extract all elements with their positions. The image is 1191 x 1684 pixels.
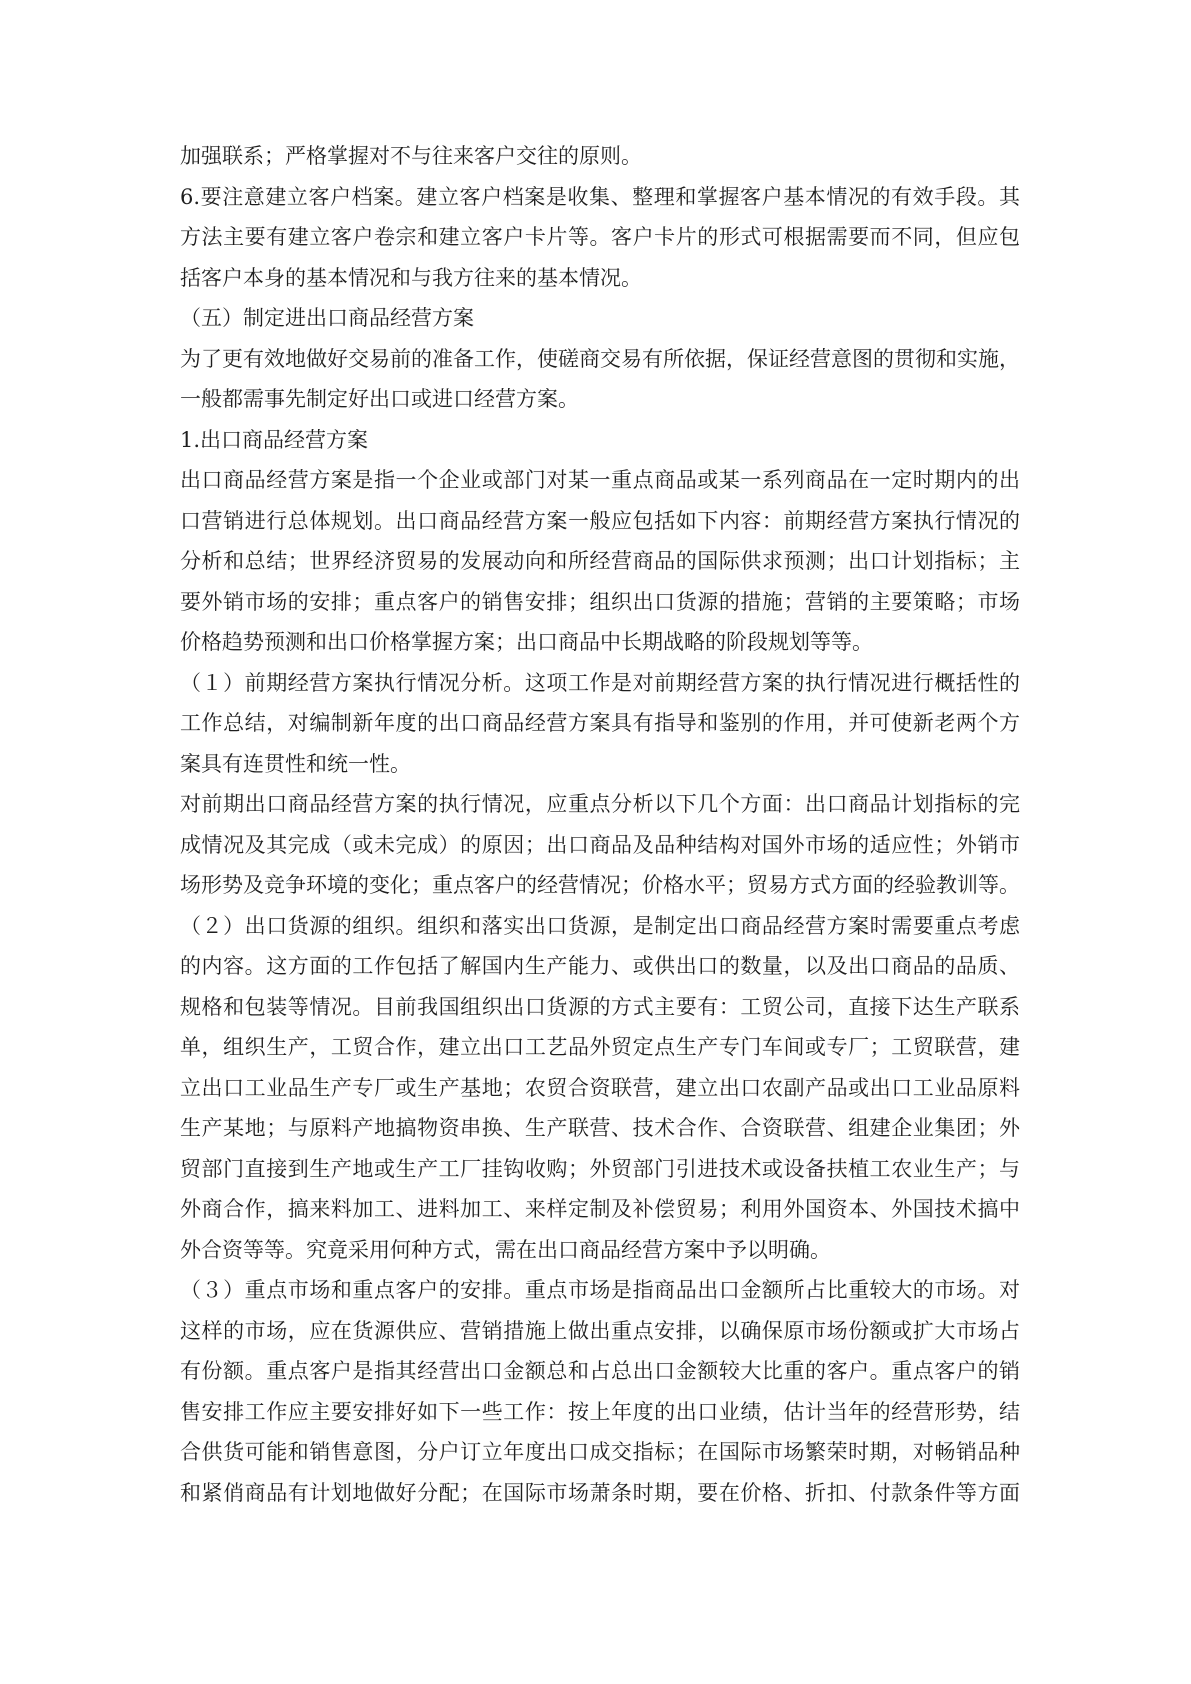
text-line: 括客户本身的基本情况和与我方往来的基本情况。 bbox=[180, 265, 642, 290]
text-line: 价格趋势预测和出口价格掌握方案；出口商品中长期战略的阶段规划等等。 bbox=[180, 630, 873, 654]
text-line: 成情况及其完成（或未完成）的原因；出口商品及品种结构对国外市场的适应性；外销市 bbox=[180, 832, 1020, 857]
text-line: 6.要注意建立客户档案。建立客户档案是收集、整理和掌握客户基本情况的有效手段。其 bbox=[180, 184, 1020, 209]
body-text bbox=[180, 136, 1020, 1513]
text-line: 1.出口商品经营方案 bbox=[180, 427, 369, 452]
text-line: 要外销市场的安排；重点客户的销售安排；组织出口货源的措施；营销的主要策略；市场 bbox=[180, 589, 1020, 614]
text-line: （２）出口货源的组织。组织和落实出口货源，是制定出口商品经营方案时需要重点考虑 bbox=[180, 913, 1020, 938]
text-line: 规格和包装等情况。目前我国组织出口货源的方式主要有：工贸公司，直接下达生产联系 bbox=[180, 994, 1020, 1019]
text-line: 和紧俏商品有计划地做好分配；在国际市场萧条时期，要在价格、折扣、付款条件等方面 bbox=[180, 1480, 1020, 1505]
text-line: （１）前期经营方案执行情况分析。这项工作是对前期经营方案的执行情况进行概括性的 bbox=[180, 670, 1020, 695]
text-line: 场形势及竞争环境的变化；重点客户的经营情况；价格水平；贸易方式方面的经验教训等。 bbox=[180, 873, 1020, 897]
text-line: 出口商品经营方案是指一个企业或部门对某一重点商品或某一系列商品在一定时期内的出 bbox=[180, 468, 1020, 492]
text-line: （五）制定进出口商品经营方案 bbox=[180, 306, 474, 330]
text-line: 生产某地；与原料产地搞物资串换、生产联营、技术合作、合资联营、组建企业集团；外 bbox=[180, 1116, 1020, 1140]
text-line: 分析和总结；世界经济贸易的发展动向和所经营商品的国际供求预测；出口计划指标；主 bbox=[180, 549, 1020, 573]
text-line: 的内容。这方面的工作包括了解国内生产能力、或供出口的数量，以及出口商品的品质、 bbox=[180, 954, 1020, 978]
text-line: 售安排工作应主要安排好如下一些工作：按上年度的出口业绩，估计当年的经营形势，结 bbox=[180, 1399, 1020, 1424]
text-line: 加强联系；严格掌握对不与往来客户交往的原则。 bbox=[180, 144, 642, 168]
text-line: 有份额。重点客户是指其经营出口金额总和占总出口金额较大比重的客户。重点客户的销 bbox=[180, 1359, 1020, 1383]
text-line: 为了更有效地做好交易前的准备工作，使磋商交易有所依据，保证经营意图的贯彻和实施， bbox=[180, 346, 1020, 371]
text-line: 一般都需事先制定好出口或进口经营方案。 bbox=[180, 387, 579, 411]
text-line: 合供货可能和销售意图，分户订立年度出口成交指标；在国际市场繁荣时期，对畅销品种 bbox=[180, 1440, 1020, 1464]
text-line: 方法主要有建立客户卷宗和建立客户卡片等。客户卡片的形式可根据需要而不同，但应包 bbox=[180, 225, 1020, 249]
text-line: 工作总结，对编制新年度的出口商品经营方案具有指导和鉴别的作用，并可使新老两个方 bbox=[180, 711, 1020, 735]
text-line: 立出口工业品生产专厂或生产基地；农贸合资联营，建立出口农副产品或出口工业品原料 bbox=[180, 1075, 1020, 1100]
text-line: （３）重点市场和重点客户的安排。重点市场是指商品出口金额所占比重较大的市场。对 bbox=[180, 1278, 1020, 1302]
text-line: 单，组织生产，工贸合作，建立出口工艺品外贸定点生产专门车间或专厂；工贸联营，建 bbox=[180, 1035, 1020, 1059]
text-line: 案具有连贯性和统一性。 bbox=[180, 751, 411, 776]
text-line: 贸部门直接到生产地或生产工厂挂钩收购；外贸部门引进技术或设备扶植工农业生产；与 bbox=[180, 1156, 1020, 1181]
text-line: 外商合作，搞来料加工、进料加工、来样定制及补偿贸易；利用外国资本、外国技术搞中 bbox=[180, 1197, 1020, 1221]
text-line: 这样的市场，应在货源供应、营销措施上做出重点安排，以确保原市场份额或扩大市场占 bbox=[180, 1318, 1020, 1343]
text-line: 外合资等等。究竟采用何种方式，需在出口商品经营方案中予以明确。 bbox=[180, 1237, 831, 1262]
text-line: 对前期出口商品经营方案的执行情况，应重点分析以下几个方面：出口商品计划指标的完 bbox=[180, 792, 1020, 816]
text-line: 口营销进行总体规划。出口商品经营方案一般应包括如下内容：前期经营方案执行情况的 bbox=[180, 508, 1020, 533]
